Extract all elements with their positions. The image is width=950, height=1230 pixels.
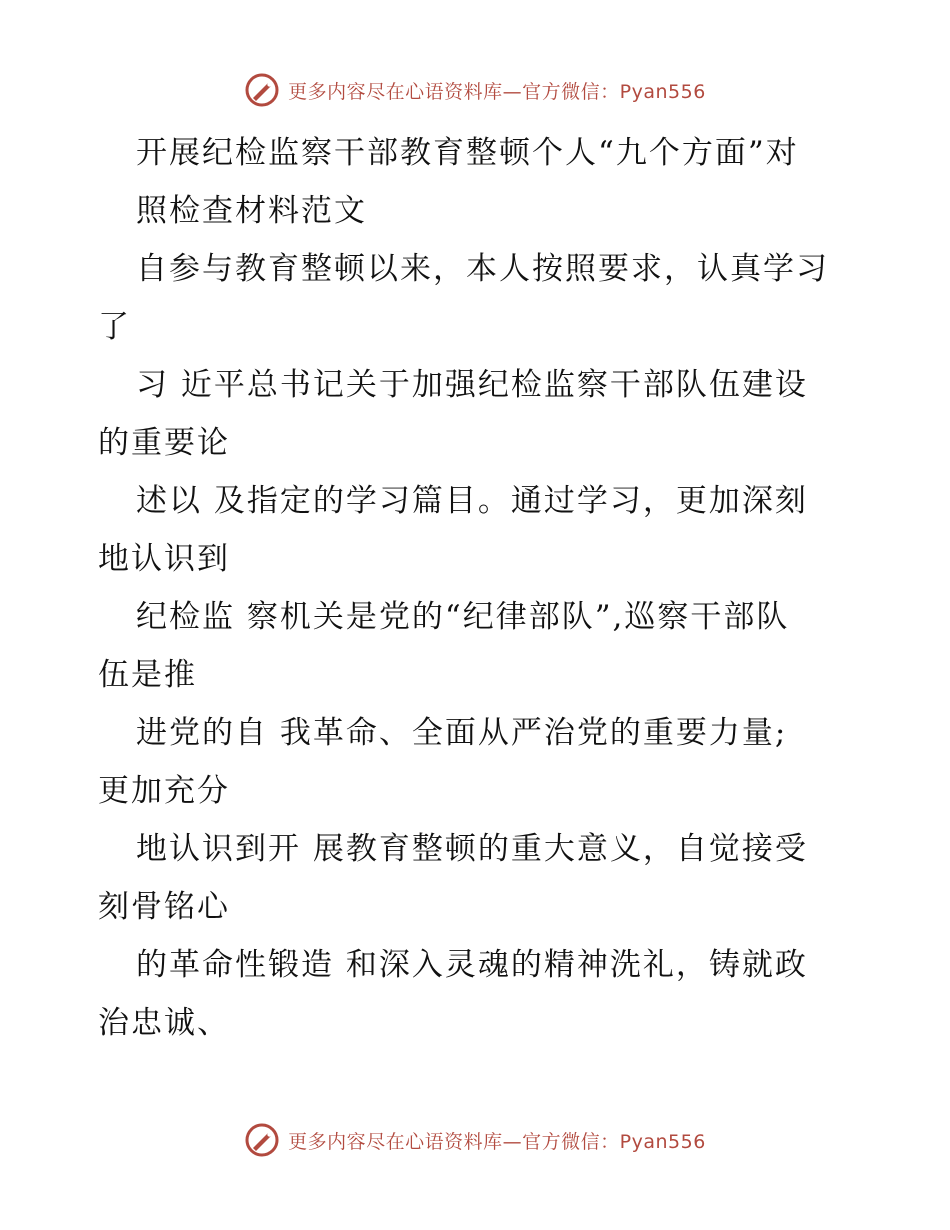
text-line: 进党的自 我革命、全面从严治党的重要力量; bbox=[136, 715, 788, 751]
text-line: 自参与教育整顿以来，本人按照要求，认真学习 bbox=[136, 251, 829, 287]
header-watermark bbox=[0, 70, 950, 110]
text-line: 了 bbox=[98, 309, 131, 345]
text-line: 述以 及指定的学习篇目。通过学习，更加深刻 bbox=[136, 483, 808, 519]
text-line: 刻骨铭心 bbox=[98, 889, 230, 925]
pen-logo-icon bbox=[244, 1122, 280, 1158]
text-line: 的重要论 bbox=[98, 425, 230, 461]
footer-watermark bbox=[0, 1120, 950, 1160]
text-line: 更加充分 bbox=[98, 773, 230, 809]
watermark-text: 更多内容尽在心语资料库—官方微信：Pyan556 bbox=[288, 1130, 706, 1153]
watermark-text: 更多内容尽在心语资料库—官方微信：Pyan556 bbox=[288, 80, 706, 103]
text-line: 地认识到 bbox=[98, 541, 230, 577]
text-line: 开展纪检监察干部教育整顿个人“九个方面”对 bbox=[136, 135, 799, 171]
text-line: 治忠诚、 bbox=[98, 1005, 230, 1041]
text-line: 的革命性锻造 和深入灵魂的精神洗礼，铸就政 bbox=[136, 947, 808, 983]
text-line: 纪检监 察机关是党的“纪律部队”,巡察干部队 bbox=[136, 599, 790, 635]
text-line: 习 近平总书记关于加强纪检监察干部队伍建设 bbox=[136, 367, 808, 403]
text-line: 伍是推 bbox=[98, 657, 197, 693]
text-line: 地认识到开 展教育整顿的重大意义，自觉接受 bbox=[136, 831, 808, 867]
pen-logo-icon bbox=[244, 72, 280, 108]
text-line: 照检查材料范文 bbox=[136, 193, 367, 229]
document-body bbox=[98, 124, 858, 1052]
